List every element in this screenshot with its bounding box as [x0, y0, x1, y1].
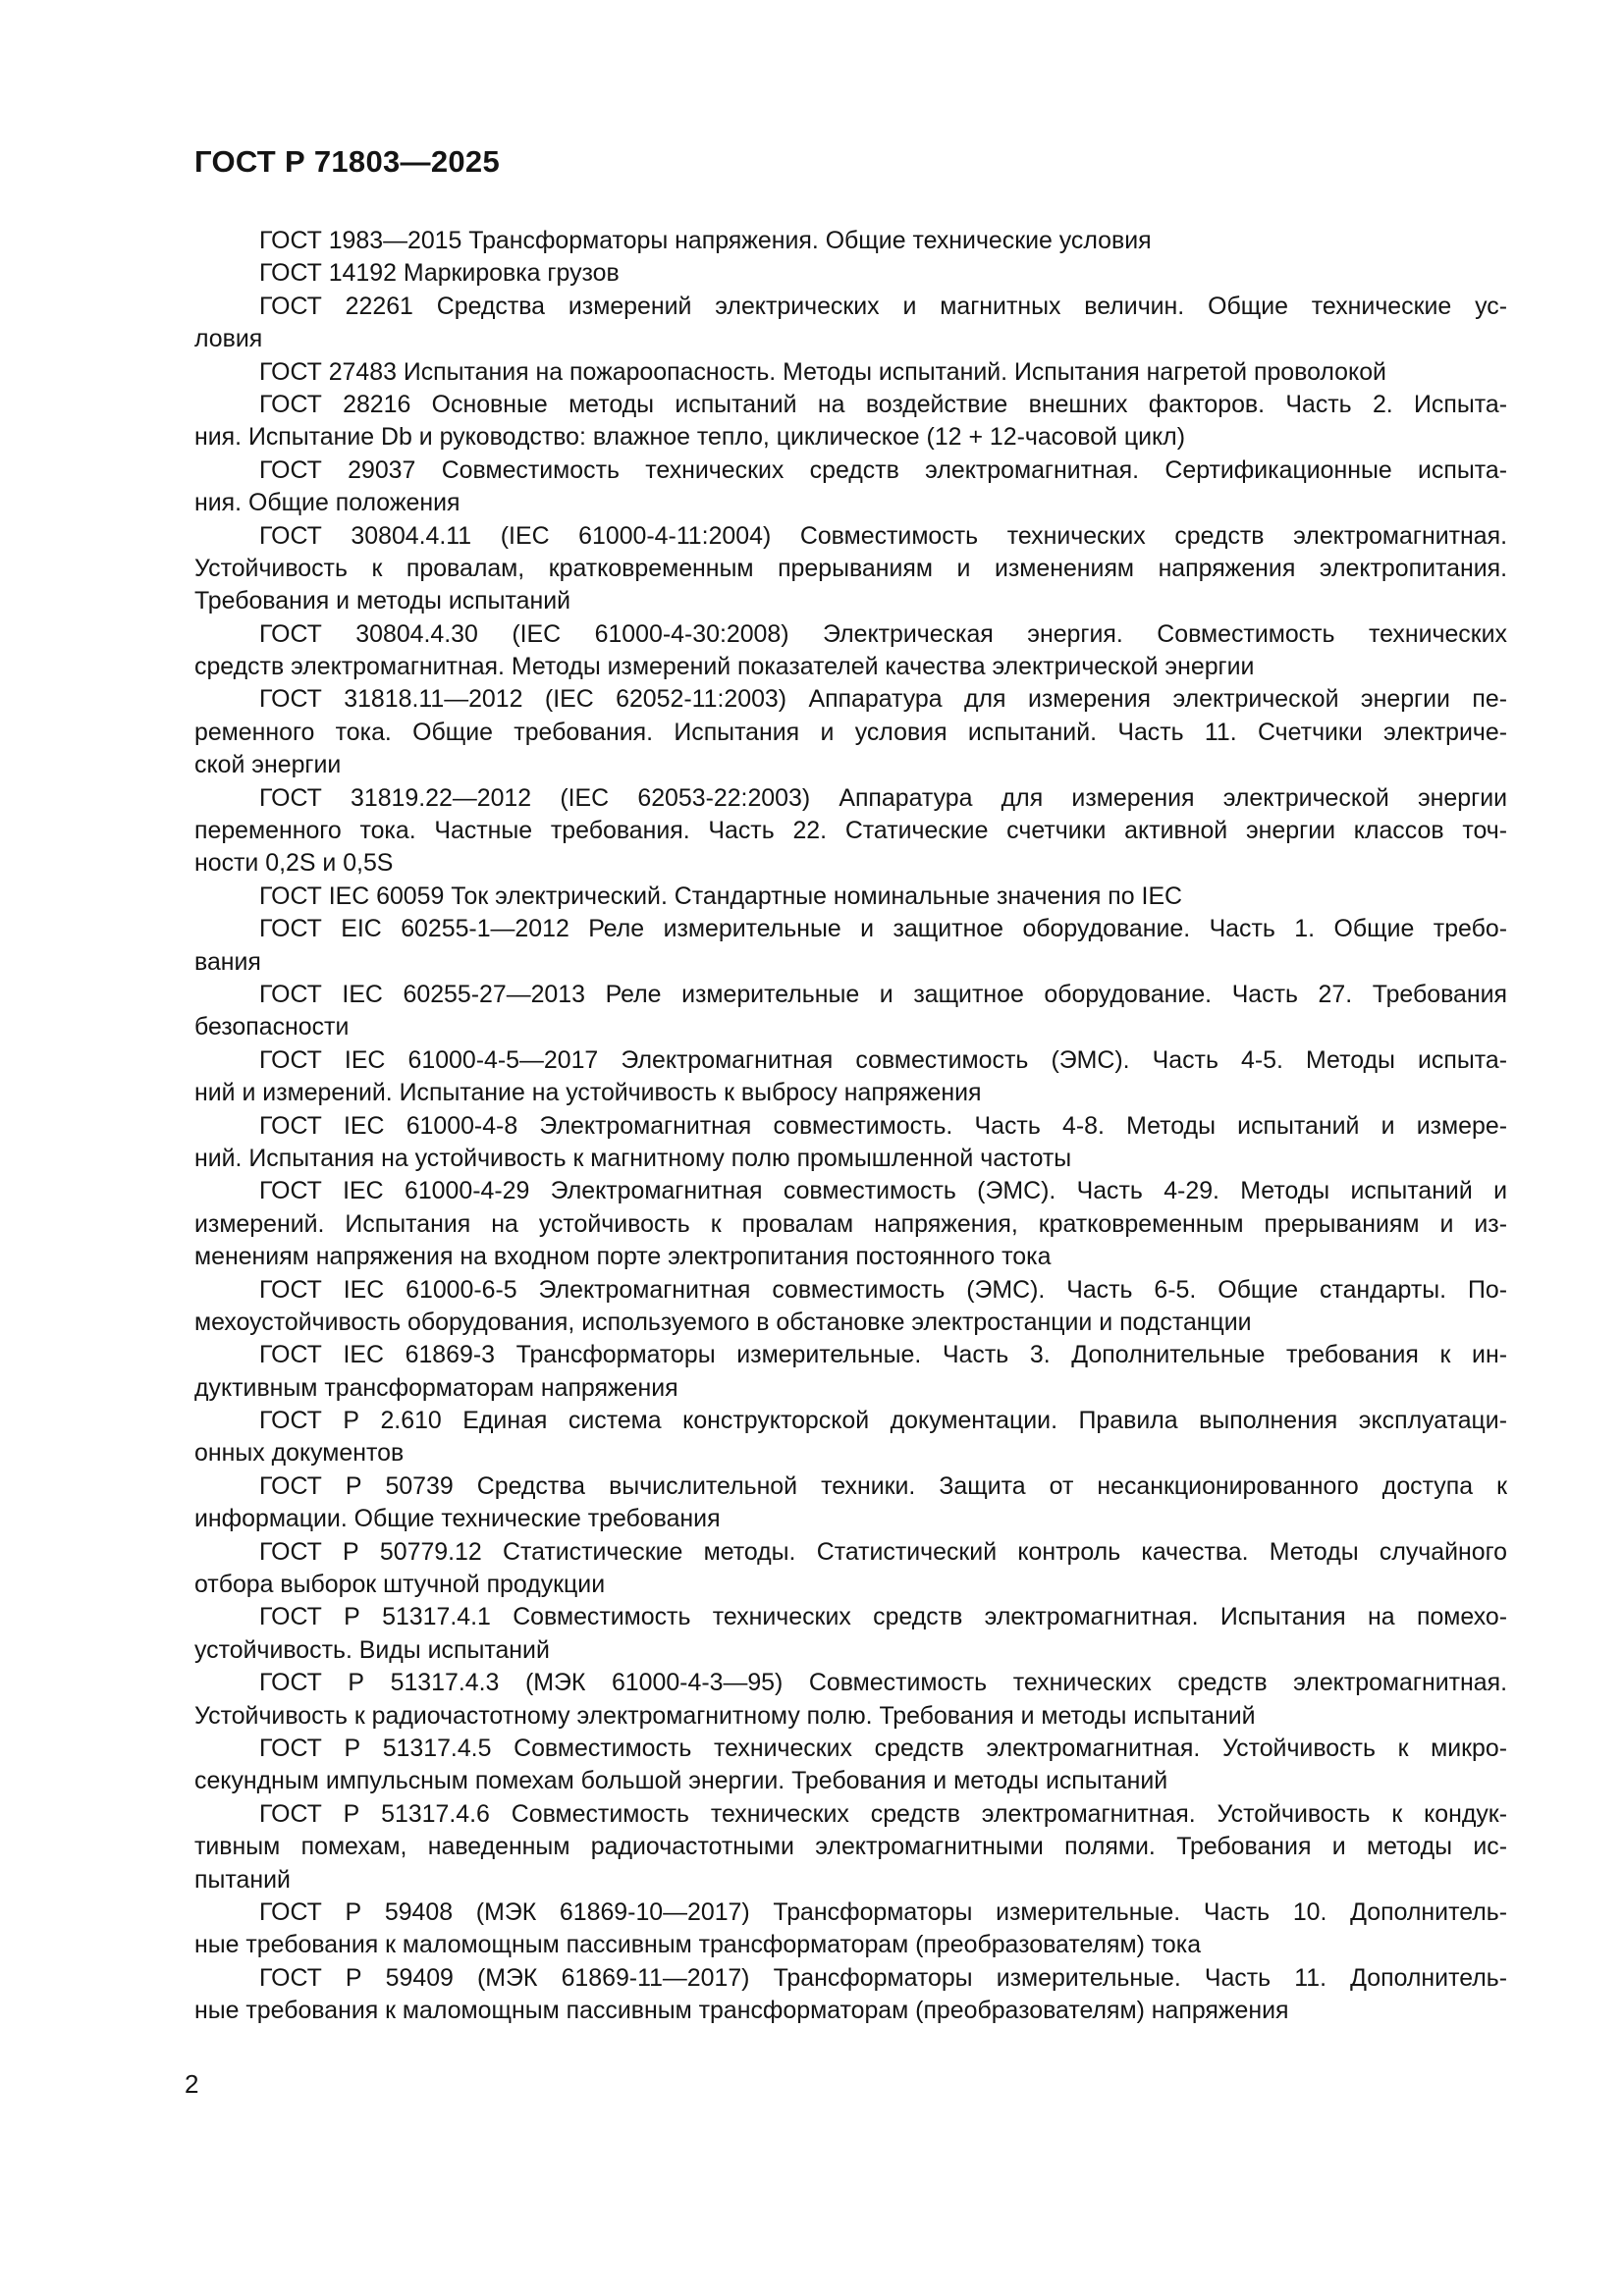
text-line: информации. Общие технические требования [194, 1505, 721, 1533]
standard-reference [194, 454, 1507, 520]
standard-reference [194, 1601, 1507, 1667]
text-line: ГОСТ IEC 60255-27—2013 Реле измерительные и защитное оборудование. Часть 27. Требования [259, 980, 1507, 1008]
document-code-header: ГОСТ Р 71803—2025 [194, 144, 500, 179]
standard-reference [194, 257, 1507, 290]
text-line: ГОСТ 1983—2015 Трансформаторы напряжения. Общие технические условия [259, 227, 1152, 254]
text-line: ГОСТ Р 51317.4.1 Совместимость технических средств электромагнитная. Испытания на помехо- [259, 1603, 1507, 1631]
text-line: Устойчивость к радиочастотному электромагнитному полю. Требования и методы испытаний [194, 1701, 1256, 1730]
text-line: ГОСТ Р 51317.4.6 Совместимость технических средств электромагнитная. Устойчивость к кондук- [259, 1799, 1507, 1828]
text-line: ГОСТ Р 51317.4.5 Совместимость технических средств электромагнитная. Устойчивость к микро- [259, 1734, 1507, 1762]
standard-reference [194, 225, 1507, 257]
standard-reference [194, 389, 1507, 454]
text-line: ния. Испытание Db и руководство: влажное тепло, циклическое (12 + 12-часовой цикл) [194, 423, 1185, 452]
text-line: менениям напряжения на входном порте электропитания постоянного тока [194, 1243, 1052, 1271]
standard-reference [194, 356, 1507, 389]
text-line: Требования и методы испытаний [194, 587, 571, 615]
standard-reference [194, 1110, 1507, 1176]
text-line: ГОСТ Р 59409 (МЭК 61869-11—2017) Трансформаторы измерительные. Часть 11. Дополнитель- [259, 1963, 1507, 1992]
text-line: ловия [194, 325, 263, 353]
text-line: ГОСТ 30804.4.30 (IEC 61000-4-30:2008) Электрическая энергия. Совместимость технических [259, 619, 1507, 648]
text-line: ГОСТ 30804.4.11 (IEC 61000-4-11:2004) Совместимость технических средств электромагнитная. [259, 521, 1507, 550]
text-line: ГОСТ IEC 61000-4-8 Электромагнитная совместимость. Часть 4-8. Методы испытаний и измере- [259, 1111, 1507, 1140]
text-line: пытаний [194, 1865, 291, 1894]
standard-reference [194, 1798, 1507, 1896]
text-line: ГОСТ Р 50739 Средства вычислительной техники. Защита от несанкционированного доступа к [259, 1471, 1507, 1500]
text-line: ременного тока. Общие требования. Испытания и условия испытаний. Часть 11. Счетчики электриче- [194, 718, 1507, 746]
text-line: ГОСТ 22261 Средства измерений электрических и магнитных величин. Общие технические ус- [259, 292, 1507, 320]
text-line: отбора выборок штучной продукции [194, 1571, 606, 1599]
standard-reference [194, 618, 1507, 684]
text-line: ГОСТ 14192 Маркировка грузов [259, 259, 620, 288]
text-line: ГОСТ IEC 61000-4-5—2017 Электромагнитная совместимость (ЭМС). Часть 4-5. Методы испыта- [259, 1045, 1507, 1074]
text-line: мехоустойчивость оборудования, используемого в обстановке электростанции и подстанции [194, 1308, 1252, 1336]
standard-reference [194, 1470, 1507, 1536]
text-line: Устойчивость к провалам, кратковременным прерываниям и изменениям напряжения электропитания. [194, 554, 1507, 582]
text-line: ской энергии [194, 751, 342, 779]
text-line: вания [194, 947, 261, 976]
standard-reference [194, 1667, 1507, 1733]
standard-reference [194, 291, 1507, 356]
standard-reference [194, 1536, 1507, 1602]
text-line: ГОСТ EIC 60255-1—2012 Реле измерительные и защитное оборудование. Часть 1. Общие требо- [259, 915, 1507, 943]
text-line: ГОСТ 31818.11—2012 (IEC 62052-11:2003) Аппаратура для измерения электрической энергии пе- [259, 685, 1507, 714]
normative-references-list [194, 225, 1507, 2027]
text-line: ные требования к маломощным пассивным трансформаторам (преобразователям) напряжения [194, 1997, 1289, 2025]
standard-reference [194, 1339, 1507, 1405]
text-line: ГОСТ 27483 Испытания на пожароопасность. Методы испытаний. Испытания нагретой проволокой [259, 357, 1386, 386]
text-line: ГОСТ 28216 Основные методы испытаний на воздействие внешних факторов. Часть 2. Испыта- [259, 390, 1507, 418]
text-line: онных документов [194, 1439, 405, 1468]
standard-reference [194, 1044, 1507, 1110]
text-line: ГОСТ Р 50779.12 Статистические методы. Статистический контроль качества. Методы случайного [259, 1537, 1507, 1566]
text-line: ГОСТ IEC 61000-4-29 Электромагнитная совместимость (ЭМС). Часть 4-29. Методы испытаний и [259, 1177, 1507, 1205]
text-line: устойчивость. Виды испытаний [194, 1635, 550, 1664]
standard-reference [194, 913, 1507, 979]
text-line: средств электромагнитная. Методы измерений показателей качества электрической энергии [194, 653, 1255, 681]
text-line: ГОСТ IEC 61000-6-5 Электромагнитная совместимость (ЭМС). Часть 6-5. Общие стандарты. По- [259, 1275, 1507, 1304]
standard-reference [194, 1896, 1507, 1962]
text-line: ности 0,2S и 0,5S [194, 849, 394, 878]
standard-reference [194, 1274, 1507, 1340]
text-line: ГОСТ Р 59408 (МЭК 61869-10—2017) Трансформаторы измерительные. Часть 10. Дополнитель- [259, 1897, 1507, 1926]
text-line: ГОСТ IEC 60059 Ток электрический. Стандартные номинальные значения по IEC [259, 881, 1183, 910]
standard-reference [194, 979, 1507, 1044]
standard-reference [194, 1962, 1507, 2028]
standard-reference [194, 881, 1507, 913]
text-line: измерений. Испытания на устойчивость к провалам напряжения, кратковременным прерываниям и из- [194, 1209, 1507, 1238]
text-line: дуктивным трансформаторам напряжения [194, 1373, 678, 1402]
text-line: ния. Общие положения [194, 489, 460, 517]
page-number: 2 [185, 2069, 199, 2099]
text-line: ГОСТ 31819.22—2012 (IEC 62053-22:2003) Аппаратура для измерения электрической энергии [259, 783, 1507, 812]
standard-reference [194, 1405, 1507, 1470]
standard-reference [194, 520, 1507, 618]
text-line: ГОСТ Р 51317.4.3 (МЭК 61000-4-3—95) Совместимость технических средств электромагнитная. [259, 1669, 1507, 1697]
standard-reference [194, 1733, 1507, 1798]
standard-reference [194, 683, 1507, 781]
text-line: тивным помехам, наведенным радиочастотными электромагнитными полями. Требования и методы ис- [194, 1833, 1507, 1861]
text-line: ГОСТ Р 2.610 Единая система конструкторской документации. Правила выполнения эксплуатаци- [259, 1407, 1507, 1435]
text-line: секундным импульсным помехам большой энергии. Требования и методы испытаний [194, 1767, 1168, 1795]
text-line: ний. Испытания на устойчивость к магнитному полю промышленной частоты [194, 1144, 1072, 1172]
standard-reference [194, 782, 1507, 881]
text-line: переменного тока. Частные требования. Часть 22. Статические счетчики активной энергии классов точ- [194, 817, 1507, 845]
text-line: ний и измерений. Испытание на устойчивость к выбросу напряжения [194, 1079, 982, 1107]
text-line: ГОСТ 29037 Совместимость технических средств электромагнитная. Сертификационные испыта- [259, 455, 1507, 484]
standard-reference [194, 1175, 1507, 1273]
text-line: ные требования к маломощным пассивным трансформаторам (преобразователям) тока [194, 1931, 1202, 1959]
text-line: безопасности [194, 1013, 350, 1041]
text-line: ГОСТ IEC 61869-3 Трансформаторы измерительные. Часть 3. Дополнительные требования к ин- [259, 1341, 1507, 1369]
